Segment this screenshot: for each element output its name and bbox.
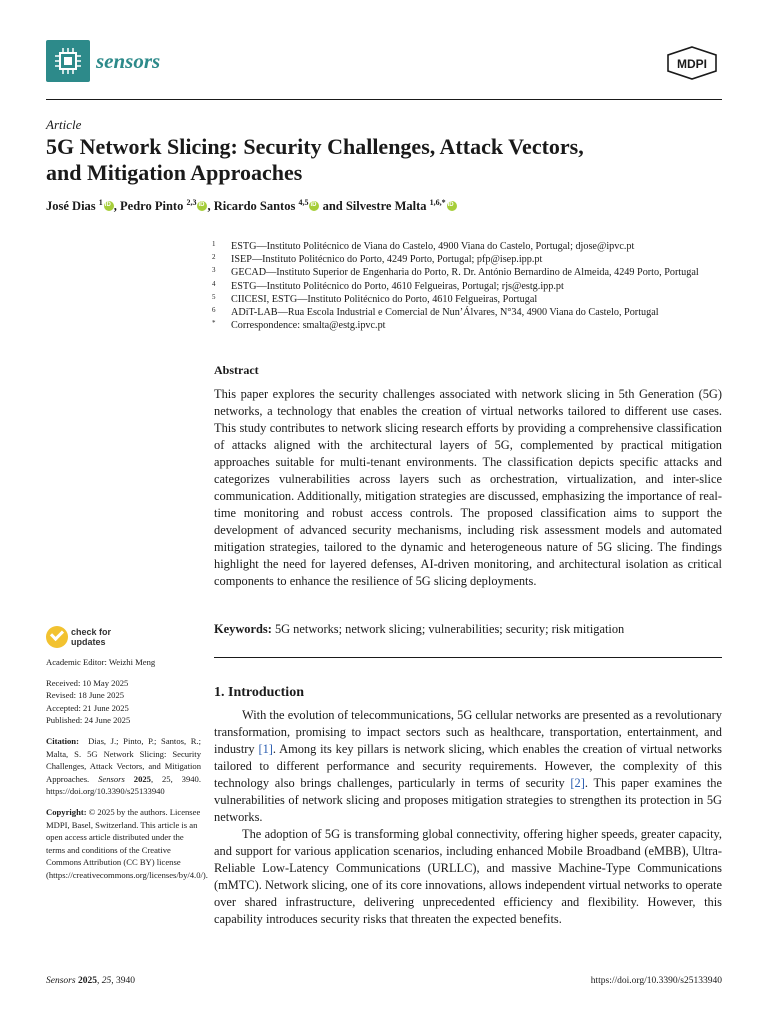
keywords xyxy=(214,622,722,637)
author-affiliation: 2,3 xyxy=(186,198,197,207)
copyright: Copyright: © 2025 by the authors. Licensee MDPI, Basel, Switzerland. This article is an open access article distributed under the terms and conditions of the Creative Commons Attribution (CC BY) license (https://creativecommons.org/licenses/by/4.0/). xyxy=(46,806,208,880)
keywords-divider xyxy=(214,657,722,658)
section-heading-introduction: 1. Introduction xyxy=(214,685,304,700)
affiliation-item: 5 CIICESI, ESTG—Instituto Politécnico do Porto, 4610 Felgueiras, Portugal xyxy=(212,292,538,305)
publisher-name: MDPI xyxy=(677,57,707,71)
orcid-icon[interactable] xyxy=(447,201,457,211)
paragraph: With the evolution of telecommunications, 5G cellular networks are presented as a revolutionary transformation, promising to impact sectors such as healthcare, transportation, entertainment, and industry [1]. Among its key pillars is network slicing, which enables the creation of virtual networks tailored to different performance and security requirements. However, the complexity of this technology also brings challenges, particularly in terms of security [2]. This paper examines the vulnerabilities of network slicing and proposes mitigation strategies to strengthen its protection in 5G networks. xyxy=(214,708,722,824)
page-header xyxy=(46,40,722,100)
header-divider xyxy=(46,99,722,100)
journal-logo-icon xyxy=(46,40,90,82)
author-affiliation: 1,6,* xyxy=(429,198,446,207)
article-info-sidebar xyxy=(46,656,208,882)
author-list: José Dias $^1$iD , Pedro Pinto $^{2,3}$iD , Ricardo Santos $^{4,5}$iD and Silvestre Malta $^{1,6,*}$iD xyxy=(46,198,457,214)
abstract-text: This paper explores the security challenges associated with network slicing in 5th Generation (5G) networks, a technology that enables the creation of virtual networks tailored to different use cases. This study contributes to network slicing research efforts by providing a comprehensive classification of attacks aligned with the architectural layers of 5G, complemented by practical mitigation approaches suitable for multi-tenant environments. The classification depicts specific attacks and categorizes vulnerabilities across layers such as orchestration, virtualization, and inter-slice communication. Additionally, mitigation strategies are discussed, emphasizing the importance of real-time monitoring and robust access controls. The proposed classification aims to support the development of advanced security mechanisms, including risk assessment models and automated mitigation strategies, tailored to the dynamic and heterogeneous nature of 5G slicing. The findings highlight the need for layered defenses, AI-driven monitoring, and architectural isolation as critical components to enhance the resilience of 5G slicing deployments. xyxy=(214,387,722,588)
author-affiliation: 1 xyxy=(98,198,103,207)
check-for-updates-button[interactable]: check for updates xyxy=(46,626,126,652)
affiliation-item: 4 ESTG—Instituto Politécnico do Porto, 4610 Felgueiras, Portugal; rjs@estg.ipp.pt xyxy=(212,279,564,292)
academic-editor: Academic Editor: Weizhi Meng xyxy=(46,657,156,667)
check-updates-icon xyxy=(46,626,68,648)
affiliation-item: 3 GECAD—Instituto Superior de Engenharia do Porto, R. Dr. António Bernardino de Almeida, 4249 Porto, Portugal xyxy=(212,266,699,279)
orcid-icon[interactable] xyxy=(104,201,114,211)
article-title xyxy=(46,134,706,186)
affiliation-item: 6 ADiT-LAB—Rua Escola Industrial e Comercial de Nun’Álvares, N°34, 4900 Viana do Castelo, Portugal xyxy=(212,306,659,319)
author-name: José Dias xyxy=(46,199,96,214)
introduction-body xyxy=(214,707,722,928)
orcid-icon[interactable] xyxy=(309,201,319,211)
date-received: Received: 10 May 2025 xyxy=(46,677,129,688)
title-line-2: and Mitigation Approaches xyxy=(46,160,303,185)
citation: Citation: Dias, J.; Pinto, P.; Santos, R.; Malta, S. 5G Network Slicing: Security Challenges, Attack Vectors, and Mitigation Approaches. Sensors 2025, 25, 3940. https://doi.org/10.3390/s25133940 xyxy=(46,735,201,797)
title-line-1: 5G Network Slicing: Security Challenges, Attack Vectors, xyxy=(46,134,584,159)
paragraph: The adoption of 5G is transforming global connectivity, offering higher speeds, greater capacity, and support for various application scenarios, including enhanced Mobile Broadband (eMBB), Ultra-Reliable Low-Latency Communications (URLLC), and massive Machine-Type Communications (mMTC). Network slicing, one of its core innovations, allows independent virtual networks to operate over shared infrastructure, delivering unprecedented efficiency and flexibility. However, this capability introduces security risks that threaten the expected benefits. xyxy=(214,827,722,926)
author-affiliation: 4,5 xyxy=(298,198,309,207)
reference-link[interactable]: [2] xyxy=(570,776,585,790)
publisher-logo-icon[interactable] xyxy=(666,46,718,80)
date-published: Published: 24 June 2025 xyxy=(46,715,131,726)
author-name: Silvestre Malta xyxy=(345,199,427,214)
author-name: Ricardo Santos xyxy=(213,199,296,214)
journal-name[interactable]: sensors xyxy=(96,49,161,73)
keywords-text: 5G networks; network slicing; vulnerabilities; security; risk mitigation xyxy=(274,622,625,636)
author-name: Pedro Pinto xyxy=(120,199,184,214)
footer-doi-link[interactable]: https://doi.org/10.3390/s25133940 xyxy=(590,976,722,986)
affiliation-list xyxy=(212,240,722,332)
citation-doi-link[interactable]: , 25, 3940. https://doi.org/10.3390/s25133940 xyxy=(46,773,201,797)
date-revised: Revised: 18 June 2025 xyxy=(46,690,125,701)
orcid-icon[interactable] xyxy=(197,201,207,211)
footer-citation: Sensors 2025, 25, 3940 xyxy=(46,976,135,986)
keywords-label: Keywords: xyxy=(214,622,272,636)
affiliation-item: 2 ISEP—Instituto Politécnico do Porto, 4249 Porto, Portugal; pfp@isep.ipp.pt xyxy=(212,253,543,266)
abstract-heading: Abstract xyxy=(214,363,259,377)
affiliation-item: 1 ESTG—Instituto Politécnico de Viana do Castelo, 4900 Viana do Castelo, Portugal; djose@ipvc.pt xyxy=(212,240,635,252)
reference-link[interactable]: [1] xyxy=(258,742,273,756)
correspondence-item: * Correspondence: smalta@estg.ipvc.pt xyxy=(212,319,386,332)
date-accepted: Accepted: 21 June 2025 xyxy=(46,702,129,713)
article-type: Article xyxy=(46,117,82,132)
